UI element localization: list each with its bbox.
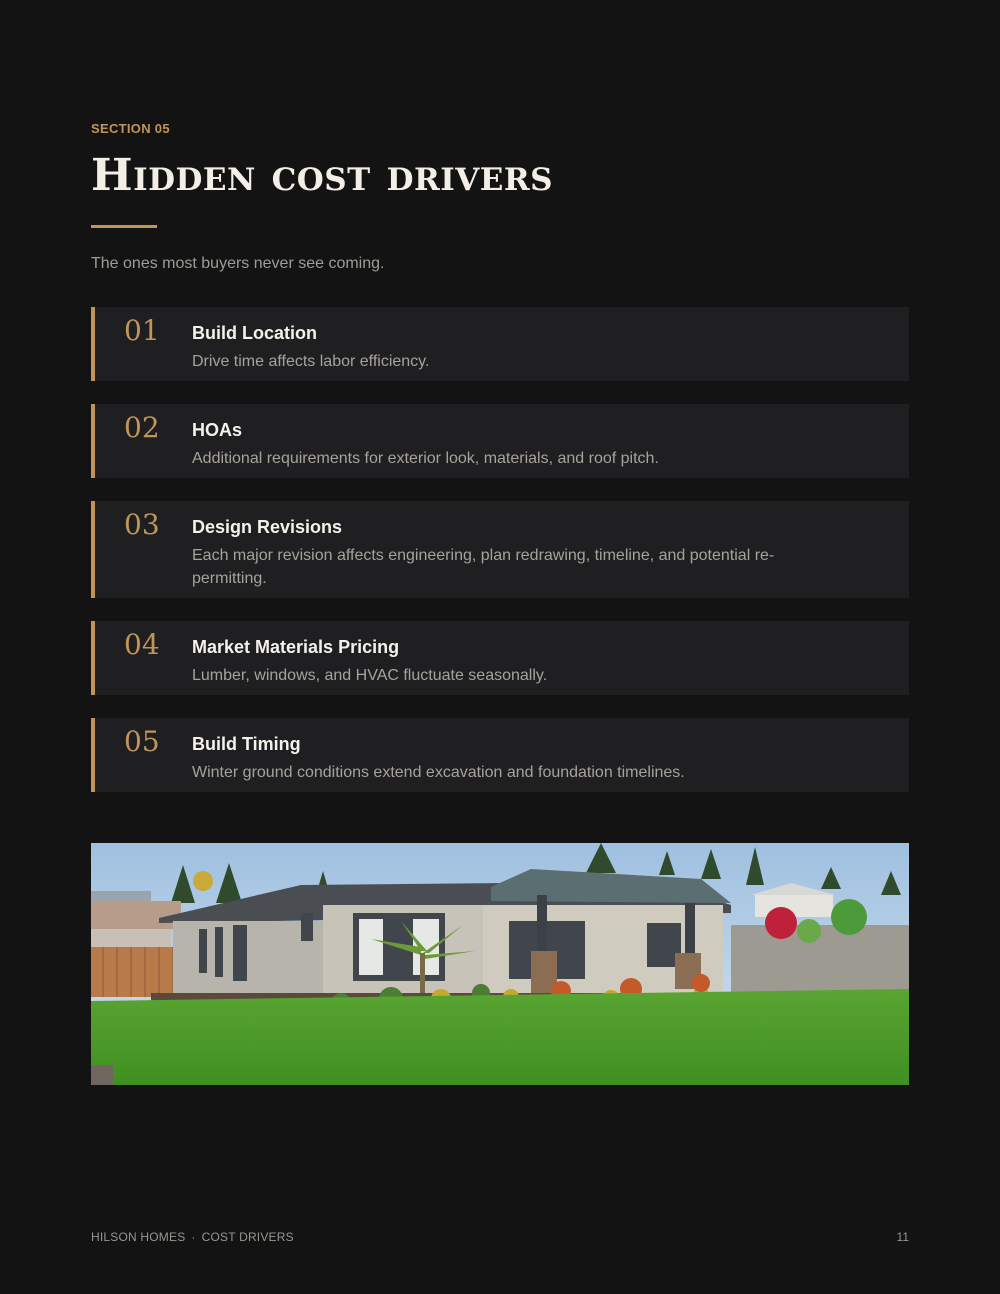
footer-section: COST DRIVERS — [201, 1230, 294, 1244]
item-title: Design Revisions — [192, 517, 343, 537]
item-title: HOAs — [192, 420, 243, 440]
item-number: 03 — [124, 508, 160, 541]
page-subtitle: The ones most buyers never see coming. — [91, 255, 385, 272]
item-description: Drive time affects labor efficiency. — [192, 353, 430, 370]
list-item — [91, 404, 909, 478]
item-title: Market Materials Pricing — [192, 637, 400, 657]
footer-brand-line — [91, 1230, 294, 1244]
title-underline — [91, 225, 157, 228]
page — [91, 0, 909, 1294]
page-title: Hidden cost drivers — [91, 150, 554, 201]
cost-driver-list — [91, 307, 909, 815]
house-photo — [91, 843, 909, 1085]
item-description: Additional requirements for exterior look, materials, and roof pitch. — [192, 450, 659, 467]
item-number: 04 — [124, 628, 160, 661]
item-title: Build Location — [192, 323, 317, 343]
list-item — [91, 718, 909, 792]
list-item — [91, 501, 909, 598]
item-description: Each major revision affects engineering, plan redrawing, timeline, and potential re-permitting. — [192, 547, 775, 587]
item-number: 02 — [124, 411, 160, 444]
house-illustration — [91, 843, 909, 1085]
list-item — [91, 307, 909, 381]
list-item — [91, 621, 909, 695]
item-number: 05 — [124, 725, 160, 758]
footer-separator: · — [191, 1230, 196, 1244]
item-description: Winter ground conditions extend excavation and foundation timelines. — [192, 764, 685, 781]
footer-brand: HILSON HOMES — [91, 1230, 186, 1244]
item-number: 01 — [124, 314, 160, 347]
item-description: Lumber, windows, and HVAC fluctuate seasonally. — [192, 667, 548, 684]
section-label: SECTION 05 — [91, 121, 170, 136]
page-number: 11 — [896, 1230, 909, 1244]
item-title: Build Timing — [192, 734, 301, 754]
